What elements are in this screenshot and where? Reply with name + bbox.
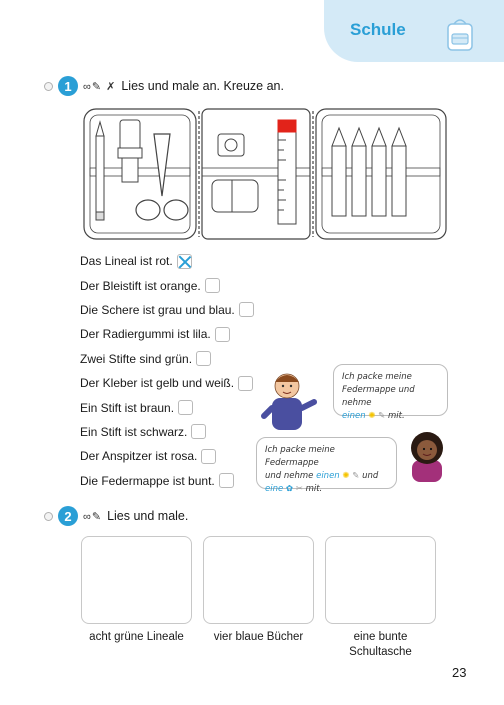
list-item: Der Radiergummi ist lila. xyxy=(80,322,254,346)
pencil xyxy=(96,122,104,220)
school-bag-icon xyxy=(440,14,480,54)
caption-3: eine bunte Schultasche xyxy=(349,631,412,658)
exercise-instruction: Lies und male. xyxy=(107,509,189,523)
drawing-box-2[interactable] xyxy=(203,536,314,624)
page-title: Schule xyxy=(350,20,406,39)
checkbox[interactable] xyxy=(215,327,230,342)
statement-list xyxy=(80,249,254,493)
list-item: Ein Stift ist braun. xyxy=(80,395,254,419)
list-item: Die Schere ist grau und blau. xyxy=(80,298,254,322)
pencil-icon: ✎ xyxy=(378,411,386,421)
pencil-case-illustration xyxy=(82,106,450,244)
checkbox[interactable] xyxy=(196,351,211,366)
page-number: 23 xyxy=(452,665,467,680)
flower-icon: ✿ xyxy=(285,484,294,494)
checkbox[interactable] xyxy=(201,449,216,464)
scissors-icon: ✂ xyxy=(295,484,303,494)
list-item: Ein Stift ist schwarz. xyxy=(80,420,254,444)
caption-2: vier blaue Bücher xyxy=(213,631,304,643)
audio-dot-icon[interactable] xyxy=(44,512,53,521)
checkbox[interactable] xyxy=(178,400,193,415)
speech-bubble-boy: Ich packe meine Federmappe und nehme einen ✺ ✎ mit. xyxy=(333,364,448,416)
task-icons: ∞✎ xyxy=(83,510,103,523)
audio-dot-icon[interactable] xyxy=(44,82,53,91)
drawing-box-1[interactable] xyxy=(81,536,192,624)
speech-bubble-girl: Ich packe meine Federmappe und nehme einen ✺ ✎ und eine ✿ ✂ mit. xyxy=(256,437,397,489)
drawing-box-3[interactable] xyxy=(325,536,436,624)
exercise-1-header xyxy=(44,76,284,96)
list-item: Der Anspitzer ist rosa. xyxy=(80,444,254,468)
checkbox[interactable] xyxy=(219,473,234,488)
list-item: Das Lineal ist rot. xyxy=(80,249,254,273)
sun-icon: ✺ xyxy=(368,411,376,421)
checkbox[interactable] xyxy=(205,278,220,293)
list-item: Der Kleber ist gelb und weiß. xyxy=(80,371,254,395)
sun-icon: ✺ xyxy=(342,471,350,481)
list-item: Der Bleistift ist orange. xyxy=(80,273,254,297)
girl-illustration xyxy=(404,430,452,482)
exercise-instruction: Lies und male an. Kreuze an. xyxy=(121,79,284,93)
checkbox[interactable] xyxy=(238,376,253,391)
exercise-number: 2 xyxy=(58,506,78,526)
boy-illustration xyxy=(258,368,320,430)
exercise-number: 1 xyxy=(58,76,78,96)
exercise-2-header xyxy=(44,506,188,526)
list-item: Zwei Stifte sind grün. xyxy=(80,347,254,371)
caption-1: acht grüne Lineale xyxy=(89,631,184,643)
list-item: Die Federmappe ist bunt. xyxy=(80,469,254,493)
checkbox[interactable] xyxy=(191,424,206,439)
task-icons: ∞✎ ✗ xyxy=(83,80,117,93)
checkbox[interactable] xyxy=(239,302,254,317)
pencil-icon: ✎ xyxy=(352,471,360,481)
checkbox[interactable] xyxy=(177,254,192,269)
